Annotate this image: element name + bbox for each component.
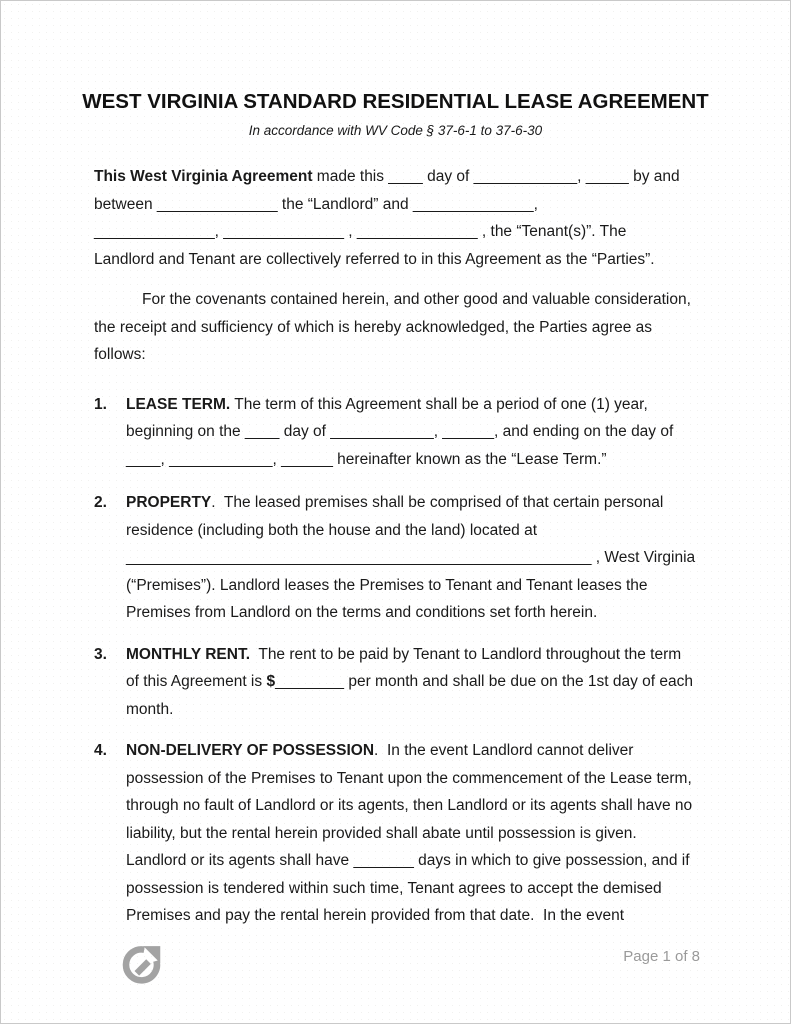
page-number-label: Page 1 of 8 xyxy=(623,948,700,965)
rent-line-pre: of this Agreement is xyxy=(126,673,267,690)
text-line: month. xyxy=(126,700,174,718)
text-line: Landlord or its agents shall have _______ days in which to give possession, and if xyxy=(126,852,690,869)
item-heading: MONTHLY RENT. xyxy=(126,645,251,663)
section-item-lease-term xyxy=(94,391,702,474)
text-line: possession of the Premises to Tenant upon the commencement of the Lease term, xyxy=(126,769,692,787)
text-line: ____, ____________, ______ hereinafter known as the “Lease Term.” xyxy=(126,450,607,468)
intro-line1-rest: made this ____ day of ____________, _____ by and xyxy=(312,168,680,185)
item-text xyxy=(126,641,702,724)
item-number: 4. xyxy=(94,742,107,759)
item-heading: LEASE TERM. xyxy=(126,395,231,413)
item-line1-rest: . In the event Landlord cannot deliver xyxy=(374,742,634,759)
item-heading: PROPERTY xyxy=(126,494,212,511)
text-line: liability, but the rental herein provided shall abate until possession is given. xyxy=(126,824,637,842)
text-line: follows: xyxy=(94,346,146,363)
item-text xyxy=(126,737,702,930)
text-line: Premises and pay the rental herein provided from that date. In the event xyxy=(126,907,625,924)
text-line xyxy=(126,737,702,765)
circle-arrow-logo-icon xyxy=(119,937,164,989)
text-line: (“Premises”). Landlord leases the Premises to Tenant and Tenant leases the xyxy=(126,576,648,594)
rent-line-rest: ________ per month and shall be due on the 1st day of each xyxy=(275,673,694,690)
document-body xyxy=(94,163,702,930)
item-line1-rest: The rent to be paid by Tenant to Landlord throughout the term xyxy=(250,645,682,663)
text-line xyxy=(126,489,702,517)
item-line1-rest: The term of this Agreement shall be a period of one (1) year, xyxy=(230,395,648,413)
item-line1-rest: . The leased premises shall be comprised of that certain personal xyxy=(211,494,664,511)
text-line xyxy=(94,163,702,191)
document-subtitle: In accordance with WV Code § 37-6-1 to 37-6-30 xyxy=(248,123,543,138)
text-line: beginning on the ____ day of ____________, ______, and ending on the day of xyxy=(126,423,674,440)
text-line: the receipt and sufficiency of which is hereby acknowledged, the Parties agree as xyxy=(94,318,653,336)
intro-paragraph xyxy=(94,163,702,273)
dollar-sign: $ xyxy=(266,673,276,690)
section-item-monthly-rent xyxy=(94,641,702,724)
section-item-property xyxy=(94,489,702,627)
intro-lead-bold: This West Virginia Agreement xyxy=(94,168,313,185)
text-line: Landlord and Tenant are collectively referred to in this Agreement as the “Parties”. xyxy=(94,250,655,268)
section-item-non-delivery xyxy=(94,737,702,930)
document-title: WEST VIRGINIA STANDARD RESIDENTIAL LEASE AGREEMENT xyxy=(82,90,709,113)
item-text xyxy=(126,489,702,627)
item-heading: NON-DELIVERY OF POSSESSION xyxy=(126,742,375,759)
text-line xyxy=(126,668,702,696)
text-line: ______________, ______________ , ______________ , the “Tenant(s)”. The xyxy=(94,223,627,240)
item-text xyxy=(126,391,702,474)
text-line: residence (including both the house and the land) located at xyxy=(126,521,538,539)
text-line: between ______________ the “Landlord” and ______________, xyxy=(94,195,538,213)
text-line: possession is tendered within such time, Tenant agrees to accept the demised xyxy=(126,879,662,897)
recitals-paragraph xyxy=(94,286,702,369)
text-line xyxy=(126,641,702,669)
text-line: ______________________________________________________ , West Virginia xyxy=(126,549,696,566)
text-line: Premises from Landlord on the terms and conditions set forth herein. xyxy=(126,604,598,621)
item-number: 2. xyxy=(94,494,107,511)
text-line xyxy=(126,391,702,419)
item-number: 1. xyxy=(94,395,107,413)
text-line: through no fault of Landlord or its agents, then Landlord or its agents shall have no xyxy=(126,797,693,814)
text-line: For the covenants contained herein, and other good and valuable consideration, xyxy=(142,291,691,308)
item-number: 3. xyxy=(94,645,107,663)
